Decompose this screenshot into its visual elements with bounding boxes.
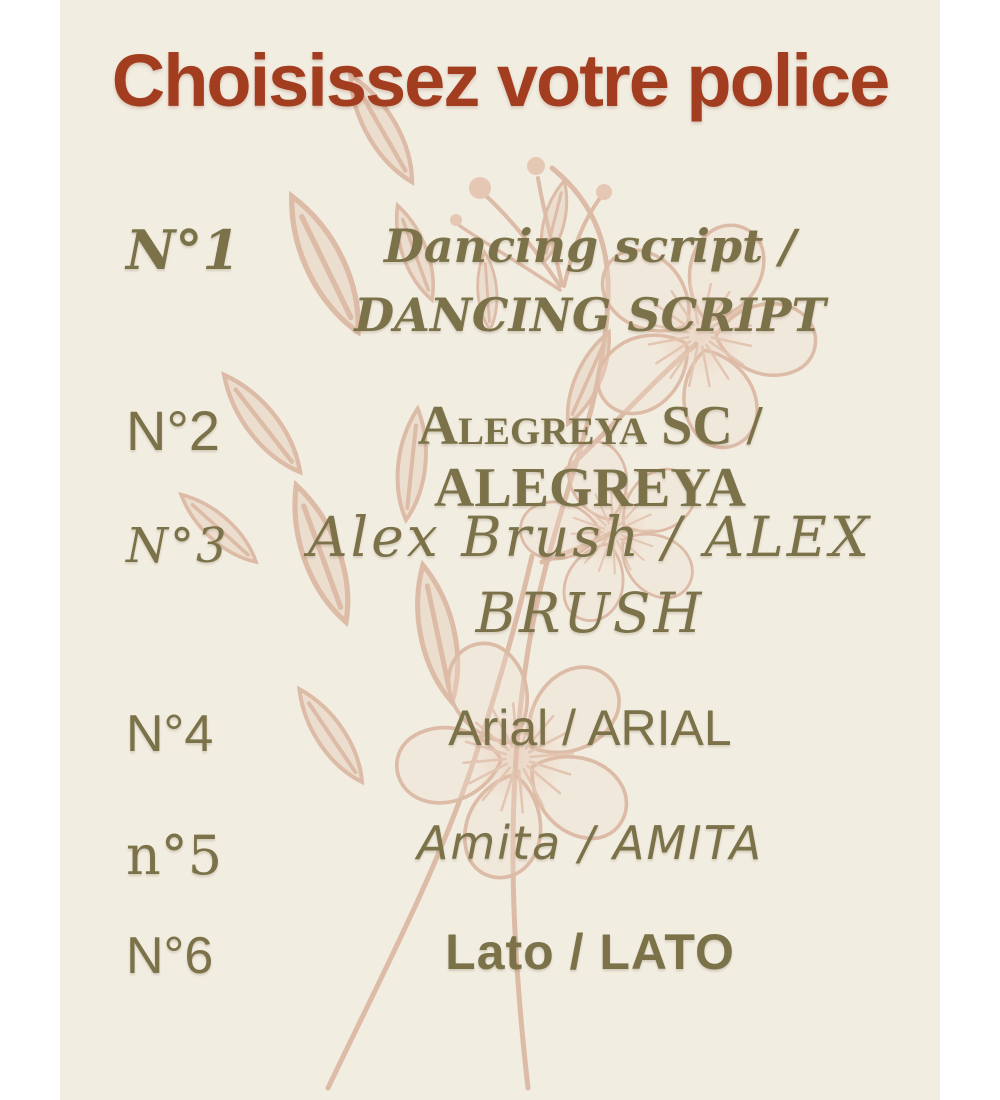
font-sample-amita: Amita / AMITA bbox=[416, 816, 764, 870]
option-number-4: N°4 bbox=[126, 705, 214, 763]
page-title: Choisissez votre police bbox=[111, 39, 889, 122]
font-sample-arial: Arial / ARIAL bbox=[448, 700, 732, 756]
font-sample-alex-brush: Alex Brush / ALEX BRUSH bbox=[307, 505, 873, 645]
font-sample-lato: Lato / LATO bbox=[445, 924, 735, 980]
font-choice-card bbox=[60, 0, 940, 1100]
font-option-row-4 bbox=[60, 698, 940, 764]
font-option-row-1 bbox=[60, 212, 940, 350]
font-option-row-5 bbox=[60, 816, 940, 887]
font-sample-alegreya-sc: Alegreya SC / ALEGREYA bbox=[417, 395, 763, 519]
font-option-row-3 bbox=[60, 500, 940, 652]
option-number-5: n°5 bbox=[126, 824, 223, 887]
option-number-6: N°6 bbox=[126, 927, 214, 985]
font-sample-dancing-script: Dancing script / DANCING SCRIPT bbox=[354, 219, 826, 342]
font-option-row-6 bbox=[60, 922, 940, 986]
option-number-2: N°2 bbox=[126, 399, 220, 462]
option-number-3: N°3 bbox=[126, 518, 229, 574]
option-number-1: N°1 bbox=[126, 218, 240, 282]
